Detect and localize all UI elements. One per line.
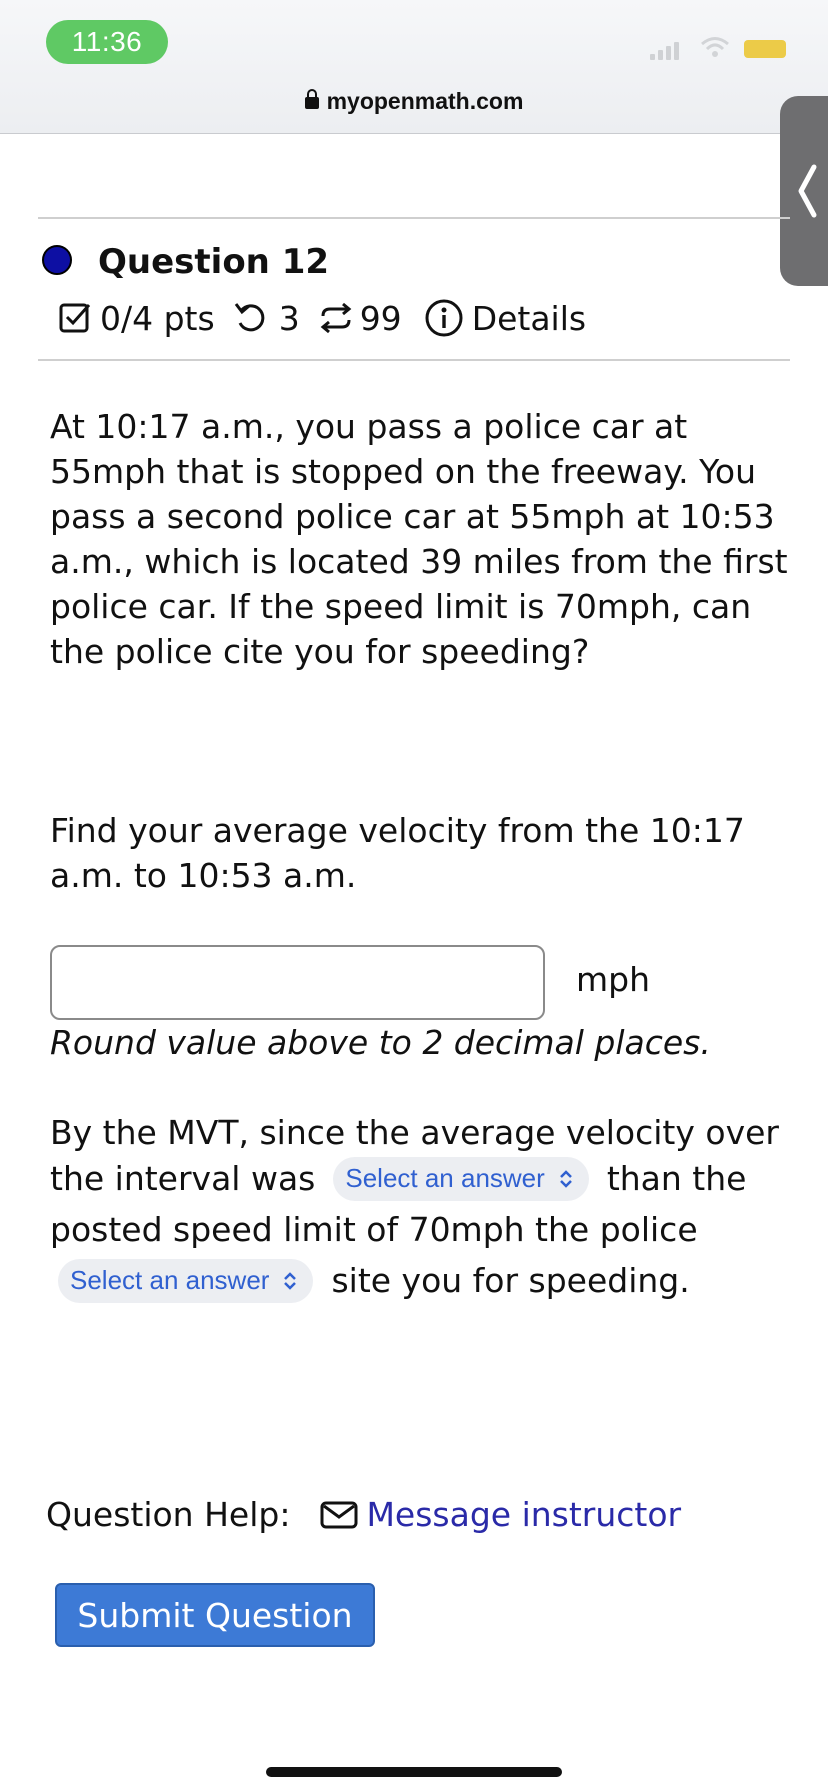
mvt-line-1: By the MVT, since the average velocity over bbox=[50, 1113, 779, 1152]
mvt-line-3: posted speed limit of 70mph the police bbox=[50, 1210, 698, 1249]
details-toggle[interactable] bbox=[424, 298, 586, 338]
retries bbox=[233, 299, 300, 338]
submit-question-button[interactable]: Submit Question bbox=[55, 1583, 375, 1647]
comparison-select-label: Select an answer bbox=[345, 1163, 545, 1193]
retry-icon bbox=[233, 301, 269, 335]
problem-text: At 10:17 a.m., you pass a police car at 55mph that is stopped on the freeway. You pass a second police car at 55mph at 10:53 a.m., which is located 39 miles from the first police car. If the speed limit is 70mph, can the police cite you for speeding? bbox=[50, 407, 788, 671]
info-icon bbox=[424, 298, 464, 338]
retries-count: 3 bbox=[278, 298, 300, 338]
help-label: Question Help: bbox=[46, 1495, 291, 1534]
home-indicator bbox=[266, 1767, 562, 1777]
status-time: 11:36 bbox=[46, 20, 168, 64]
wifi-icon bbox=[700, 36, 730, 58]
cite-select-label: Select an answer bbox=[70, 1265, 270, 1295]
chevron-updown-icon bbox=[283, 1271, 297, 1291]
address-bar[interactable] bbox=[0, 88, 828, 115]
rounding-hint: Round value above to 2 decimal places. bbox=[50, 1023, 711, 1062]
back-tab-button[interactable] bbox=[780, 96, 828, 286]
cellular-signal-icon bbox=[650, 40, 680, 60]
chevron-left-icon bbox=[796, 163, 818, 219]
battery-icon bbox=[744, 40, 786, 58]
message-instructor-link[interactable]: Message instructor bbox=[366, 1495, 682, 1534]
versions-count: 99 bbox=[359, 298, 402, 338]
versions-icon bbox=[318, 301, 354, 335]
mvt-line-2-pre: the interval was bbox=[50, 1159, 316, 1198]
url-text: myopenmath.com bbox=[326, 88, 524, 114]
mvt-line-4-post: site you for speeding. bbox=[331, 1261, 690, 1300]
velocity-answer-input[interactable] bbox=[50, 945, 545, 1020]
mvt-line-2 bbox=[50, 1156, 746, 1201]
question-status-dot bbox=[42, 245, 72, 275]
cite-select[interactable] bbox=[58, 1259, 313, 1303]
points-text: 0/4 pts bbox=[100, 298, 215, 338]
chevron-updown-icon bbox=[559, 1169, 573, 1189]
question-title: Question 12 bbox=[98, 242, 330, 282]
question-meta bbox=[58, 294, 586, 342]
mvt-line-2-post: than the bbox=[606, 1159, 747, 1198]
question-help bbox=[46, 1495, 681, 1534]
versions bbox=[318, 299, 402, 338]
comparison-select[interactable] bbox=[333, 1157, 588, 1201]
browser-top-bar bbox=[0, 0, 828, 134]
envelope-icon bbox=[320, 1500, 358, 1530]
lock-icon bbox=[305, 97, 319, 109]
unit-label: mph bbox=[576, 960, 651, 999]
mvt-line-4 bbox=[50, 1258, 690, 1303]
points bbox=[58, 299, 215, 338]
problem-prompt: Find your average velocity from the 10:17 a.m. to 10:53 a.m. bbox=[50, 811, 745, 895]
divider-meta bbox=[38, 359, 790, 361]
divider-top bbox=[38, 217, 790, 219]
details-label: Details bbox=[471, 298, 587, 338]
checkbox-icon bbox=[58, 301, 92, 335]
